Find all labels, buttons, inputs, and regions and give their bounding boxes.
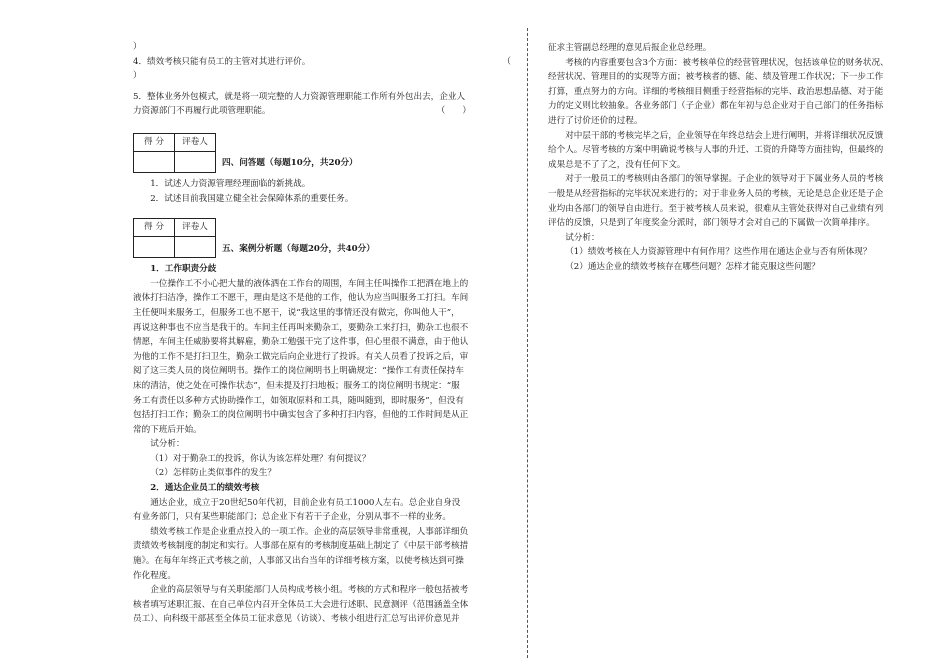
case-2-para-line: 员工）、向科级干部甚至全体员工征求意见（访谈）、考核小组进行汇总写出评价意见并 [133, 614, 460, 625]
right-para-line: 进行了讨价还价的过程。 [548, 115, 643, 126]
question-4-line [133, 55, 511, 70]
case-2-para-line: 责绩效考核制度的制定和实行。人事部在原有的考核制度基础上制定了《中层干部考核措 [133, 541, 469, 552]
case-1-para-line: 情愿，车间主任威胁要将其解雇，勤杂工勉强干完了这件事，但心里很不满意，由于他认 [133, 337, 469, 348]
case-1-para-line: 床的清洁，使之处在可操作状态”，但未提及打扫地板；服务工的岗位阐明书规定：“服 [133, 380, 460, 391]
case-1-para-line: 阅了这三类人员的岗位阐明书。操作工的岗位阐明书上明确规定：“操作工有责任保持车 [133, 366, 464, 377]
score-cell [134, 151, 175, 172]
case-1-para-line: 常的下班后开始。 [133, 424, 202, 435]
right-para-line: 对于一般员工的考核则由各部门的领导掌握。子企业的领导对于下属业务人员的考核 [565, 174, 884, 185]
right-para-line: 打算，重点努力的方向。详细的考核细目侧重于经营指标的完毕、政治思想品德、对于能 [548, 86, 884, 97]
grader-cell [175, 237, 216, 258]
case-1-para-line: 液体打扫洁净，操作工不愿干，理由是这不是他的工作，他认为应当叫服务工打扫。车间 [133, 293, 469, 304]
case-1-para-line: 主任便叫来服务工，但服务工也不愿干，说“我这里的事情还没有做完，你叫他人干”， [133, 307, 460, 318]
right-para-line: 考核的内容重要包含3个方面：被考核单位的经营管理状况，包括该单位的财务状况、 [565, 57, 889, 68]
right-para-line: 业均由各部门的领导自由进行。至于被考核人员来说，很难从主管处获得对自己业绩有列 [548, 203, 884, 214]
question-5-paren: （ ） [436, 106, 471, 117]
case-1-question-2: （2）怎样防止类似事件的发生？ [150, 468, 276, 479]
section-5-header [133, 218, 511, 258]
column-divider [527, 28, 528, 658]
case-2-para-line: 作化程度。 [133, 570, 176, 581]
case-1-ask: 试分析： [150, 439, 185, 450]
question-4-paren-close: ） [133, 71, 142, 82]
case-2-title: 2．通达企业员工的绩效考核 [150, 483, 260, 494]
case-1-para-line: 包括打扫工作；勤杂工的岗位阐明书中确实包含了多种打扫内容，但他的工作时间是从正 [133, 410, 469, 421]
grader-header: 评卷人 [175, 219, 216, 237]
question-5-line-1: 5．整体业务外包模式，就是将一项完整的人力资源管理职能工作所有外包出去，企业人 [133, 91, 466, 102]
case-2-para-line: 通达企业，成立于20世纪50年代初，目前企业有员工1000人左右。总企业自身没 [150, 497, 461, 508]
left-column [133, 40, 511, 627]
case-2-ask: 试分析： [565, 232, 600, 243]
case-2-para-line: 核者填写述职汇报、在自己单位内召开全体员工大会进行述职、民意测评（范围涵盖全体 [133, 599, 469, 610]
right-para-line: 评估的反馈，只是到了年度奖金分派时，部门领导才会对自己的下属做一次简单排序。 [548, 218, 875, 229]
essay-question-2: 2．试述目前我国建立健全社会保障体系的重要任务。 [150, 193, 354, 204]
case-2-para-line: 施》。在每年年终正式考核之前，人事部又出台当年的详细考核方案，以使考核达到可操 [133, 556, 464, 567]
case-1-para-line: 为他的工作不是打扫卫生，勤杂工做完后向企业进行了投诉。有关人员看了投诉之后，审 [133, 351, 469, 362]
case-2-para-line: 绩效考核工作是企业重点投入的一项工作。企业的高层领导非常重视，人事部详细负 [150, 526, 469, 537]
right-column [548, 41, 929, 275]
right-para-line: 成果总是不了了之，没有任何下文。 [548, 159, 686, 170]
right-para-line: 给个人。尽管考核的方案中明确说考核与人事的升迁、工资的升降等方面挂钩，但最终的 [548, 145, 884, 156]
right-para-line: 力的定义则比较抽象。各业务部门（子企业）都在年初与总企业对于自己部门的任务指标 [548, 101, 884, 112]
score-header: 得 分 [134, 219, 175, 237]
score-cell [134, 237, 175, 258]
trailing-paren-line: ） [133, 42, 142, 52]
grader-header: 评卷人 [175, 133, 216, 151]
question-4-paren: （ [502, 56, 511, 67]
case-2-question-1: （1）绩效考核在人力资源管理中有何作用？这些作用在通达企业与否有所体现？ [565, 247, 872, 258]
score-header: 得 分 [134, 133, 175, 151]
question-5-line-2 [133, 104, 511, 119]
section-5-title: 五、案例分析题（每题20分，共40分） [222, 243, 375, 254]
right-para-line: 对中层干部的考核完毕之后，企业领导在年终总结会上进行阐明，并将详细状况反馈 [565, 130, 884, 141]
score-table-4 [133, 133, 216, 173]
score-table-5 [133, 218, 216, 258]
section-4-header [133, 133, 511, 173]
case-1-para-line: 再说这种事也不应当是我干的。车间主任再叫来勤杂工，要勤杂工来打扫，勤杂工也很不 [133, 322, 469, 333]
right-para-line: 一般是从经营指标的完毕状况来进行的；对于非业务人员的考核，无论是总企业还是子企 [548, 188, 884, 199]
case-2-para-line: 有业务部门，只有某些职能部门；总企业下有若干子企业，分别从事不一样的业务。 [133, 512, 451, 523]
right-para-line: 经营状况、管理目的的实现等方面；被考核者的德、能、绩及管理工作状况；下一步工作 [548, 72, 884, 83]
section-4-title: 四、问答题（每题10分，共20分） [222, 158, 358, 169]
question-5-text: 力资源部门不再履行此项管理职能。 [133, 106, 271, 117]
question-4-text: 4．绩效考核只能有员工的主管对其进行评价。 [133, 56, 311, 67]
right-para-line: 征求主管副总经理的意见后报企业总经理。 [548, 43, 712, 53]
case-2-question-2: （2）通达企业的绩效考核存在哪些问题？怎样才能克服这些问题？ [565, 261, 820, 272]
case-1-question-1: （1）对于勤杂工的投诉，你认为该怎样处理？有何提议？ [150, 453, 371, 464]
case-1-para-line: 务工有责任以多种方式协助操作工，如领取原料和工具，随叫随到，即时服务”，但没有 [133, 395, 464, 406]
case-1-title: 1．工作职责分歧 [150, 264, 217, 275]
essay-question-1: 1．试述人力资源管理经理面临的新挑战。 [150, 178, 311, 189]
case-2-para-line: 企业的高层领导与有关职能部门人员构成考核小组。考核的方式和程序一般包括被考 [150, 585, 469, 596]
grader-cell [175, 151, 216, 172]
case-1-para-line: 一位操作工不小心把大量的液体洒在工作台的周围，车间主任叫操作工把洒在地上的 [150, 278, 469, 289]
